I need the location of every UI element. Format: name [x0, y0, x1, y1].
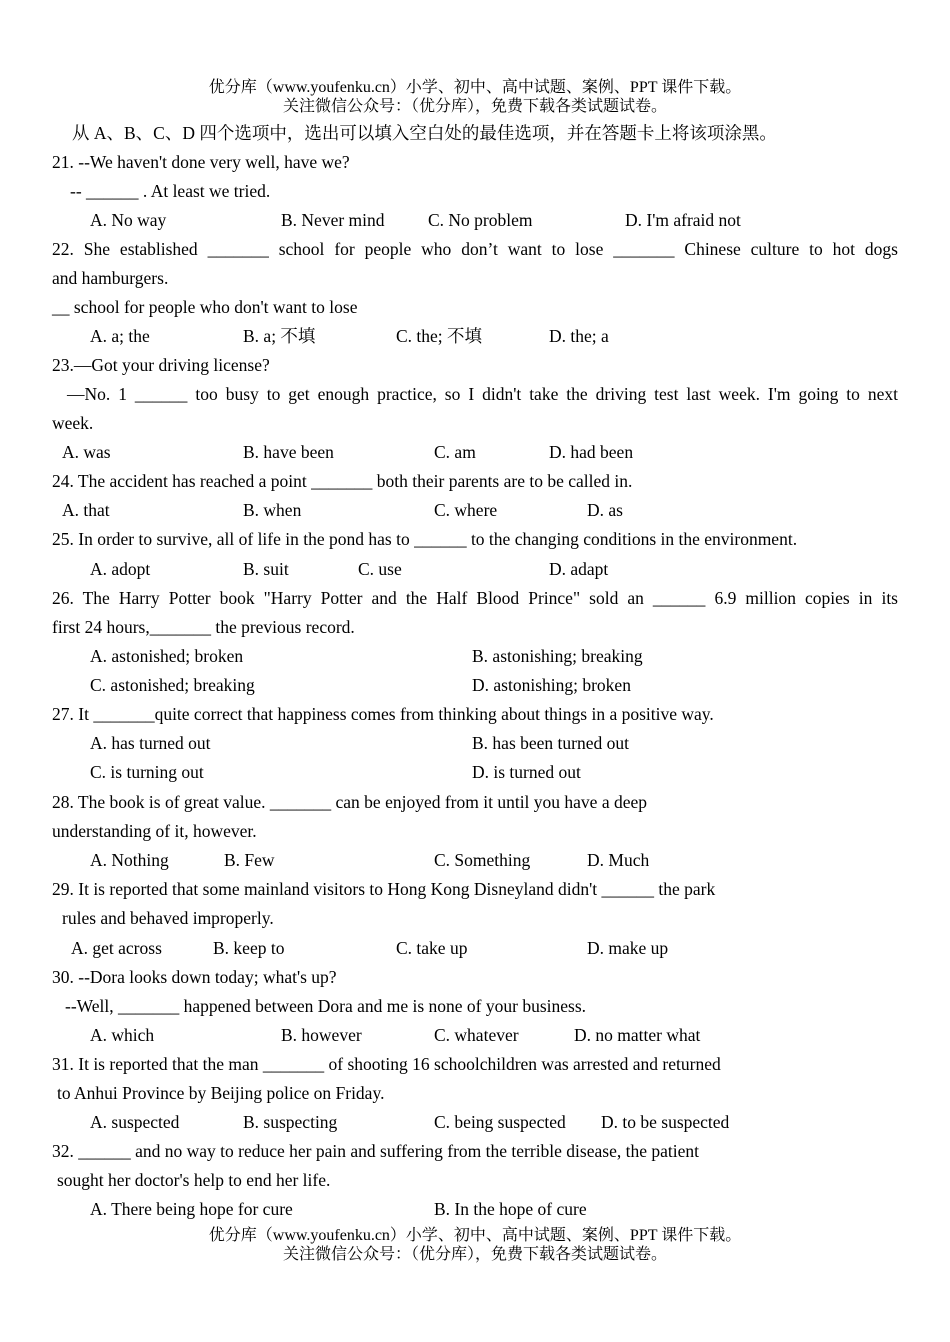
- q25-option-a: A. adopt: [90, 559, 151, 579]
- q21-reply: -- ______ . At least we tried.: [70, 181, 271, 201]
- q26-option-c: C. astonished; breaking: [90, 675, 255, 695]
- q21-option-d: D. I'm afraid not: [625, 210, 741, 230]
- q25-option-d: D. adapt: [549, 559, 609, 579]
- q30-option-d: D. no matter what: [574, 1025, 701, 1045]
- instruction: 从 A、B、C、D 四个选项中，选出可以填入空白处的最佳选项，并在答题卡上将该项涂黑。: [72, 123, 777, 143]
- q31-option-d: D. to be suspected: [601, 1112, 730, 1132]
- q32-stem-line-1: 32. ______ and no way to reduce her pain and suffering from the terrible disease, the patient: [52, 1141, 699, 1161]
- q29-option-a: A. get across: [71, 938, 162, 958]
- q23-option-b: B. have been: [243, 442, 334, 462]
- q30-stem: 30. --Dora looks down today; what's up?: [52, 967, 337, 987]
- q24-option-c: C. where: [434, 500, 498, 520]
- q22-option-a: A. a; the: [90, 326, 150, 346]
- header-line-2: 关注微信公众号：（优分库），免费下载各类试题试卷。: [282, 98, 667, 115]
- q31-option-a: A. suspected: [90, 1112, 180, 1132]
- q29-stem-line-1: 29. It is reported that some mainland visitors to Hong Kong Disneyland didn't ______ the park: [52, 879, 716, 899]
- q22-option-d: D. the; a: [549, 326, 609, 346]
- q29-option-d: D. make up: [587, 938, 669, 958]
- q25-option-b: B. suit: [243, 559, 289, 579]
- q21-option-b: B. Never mind: [281, 210, 385, 230]
- q26-option-d: D. astonishing; broken: [472, 675, 631, 695]
- q22-stem-line-3: __ school for people who don't want to lose: [52, 297, 358, 317]
- q31-stem-line-2: to Anhui Province by Beijing police on Friday.: [57, 1083, 385, 1103]
- q28-stem-line-1: 28. The book is of great value. _______ can be enjoyed from it until you have a deep: [52, 792, 647, 812]
- q31-option-b: B. suspecting: [243, 1112, 338, 1132]
- q27-option-b: B. has been turned out: [472, 733, 629, 753]
- q30-option-c: C. whatever: [434, 1025, 519, 1045]
- q28-option-b: B. Few: [224, 850, 275, 870]
- q23-reply-line-2: week.: [52, 413, 94, 433]
- q30-option-b: B. however: [281, 1025, 362, 1045]
- header-line-1: 优分库（www.youfenku.cn）小学、初中、高中试题、案例、PPT 课件下载。: [208, 79, 742, 96]
- q26-option-a: A. astonished; broken: [90, 646, 244, 666]
- q24-option-d: D. as: [587, 500, 623, 520]
- q27-stem: 27. It _______quite correct that happiness comes from thinking about things in a positive way.: [52, 704, 714, 724]
- q24-stem: 24. The accident has reached a point _______ both their parents are to be called in.: [52, 471, 633, 491]
- q28-option-a: A. Nothing: [90, 850, 169, 870]
- q23-stem: 23.—Got your driving license?: [52, 355, 270, 375]
- q30-option-a: A. which: [90, 1025, 155, 1045]
- q27-option-c: C. is turning out: [90, 762, 204, 782]
- q25-option-c: C. use: [358, 559, 402, 579]
- q22-option-c: C. the; 不填: [396, 326, 483, 346]
- q21-option-a: A. No way: [90, 210, 167, 230]
- q32-option-b: B. In the hope of cure: [434, 1199, 587, 1219]
- q32-stem-line-2: sought her doctor's help to end her life.: [57, 1170, 331, 1190]
- q26-stem-line-2: first 24 hours,_______ the previous record.: [52, 617, 355, 637]
- q21-stem: 21. --We haven't done very well, have we?: [52, 152, 350, 172]
- q32-option-a: A. There being hope for cure: [90, 1199, 293, 1219]
- q31-stem-line-1: 31. It is reported that the man _______ of shooting 16 schoolchildren was arrested and returned: [52, 1054, 721, 1074]
- q29-stem-line-2: rules and behaved improperly.: [62, 908, 274, 928]
- q29-option-c: C. take up: [396, 938, 468, 958]
- q22-option-b: B. a; 不填: [243, 326, 316, 346]
- q28-option-c: C. Something: [434, 850, 531, 870]
- q22-stem-line-2: and hamburgers.: [52, 268, 169, 288]
- q28-stem-line-2: understanding of it, however.: [52, 821, 257, 841]
- q23-option-a: A. was: [62, 442, 111, 462]
- q27-option-d: D. is turned out: [472, 762, 581, 782]
- q27-option-a: A. has turned out: [90, 733, 211, 753]
- q29-option-b: B. keep to: [213, 938, 285, 958]
- q21-option-c: C. No problem: [428, 210, 533, 230]
- q23-reply-line-1: —No. 1 ______ too busy to get enough practice, so I didn't take the driving test last week. I'm going to next: [67, 384, 898, 404]
- q24-option-a: A. that: [62, 500, 110, 520]
- q23-option-d: D. had been: [549, 442, 634, 462]
- q25-stem: 25. In order to survive, all of life in the pond has to ______ to the changing conditions in the environment.: [52, 529, 798, 549]
- q30-reply: --Well, _______ happened between Dora and me is none of your business.: [65, 996, 587, 1016]
- q28-option-d: D. Much: [587, 850, 650, 870]
- q26-option-b: B. astonishing; breaking: [472, 646, 643, 666]
- footer-line-2: 关注微信公众号：（优分库），免费下载各类试题试卷。: [282, 1246, 667, 1263]
- q24-option-b: B. when: [243, 500, 302, 520]
- q22-stem-line-1: 22. She established _______ school for people who don’t want to lose _______ Chinese culture to hot dogs: [52, 239, 898, 259]
- q23-option-c: C. am: [434, 442, 476, 462]
- q31-option-c: C. being suspected: [434, 1112, 566, 1132]
- q26-stem-line-1: 26. The Harry Potter book "Harry Potter and the Half Blood Prince" sold an ______ 6.9 million copies in its: [52, 588, 898, 608]
- footer-line-1: 优分库（www.youfenku.cn）小学、初中、高中试题、案例、PPT 课件下载。: [208, 1227, 742, 1244]
